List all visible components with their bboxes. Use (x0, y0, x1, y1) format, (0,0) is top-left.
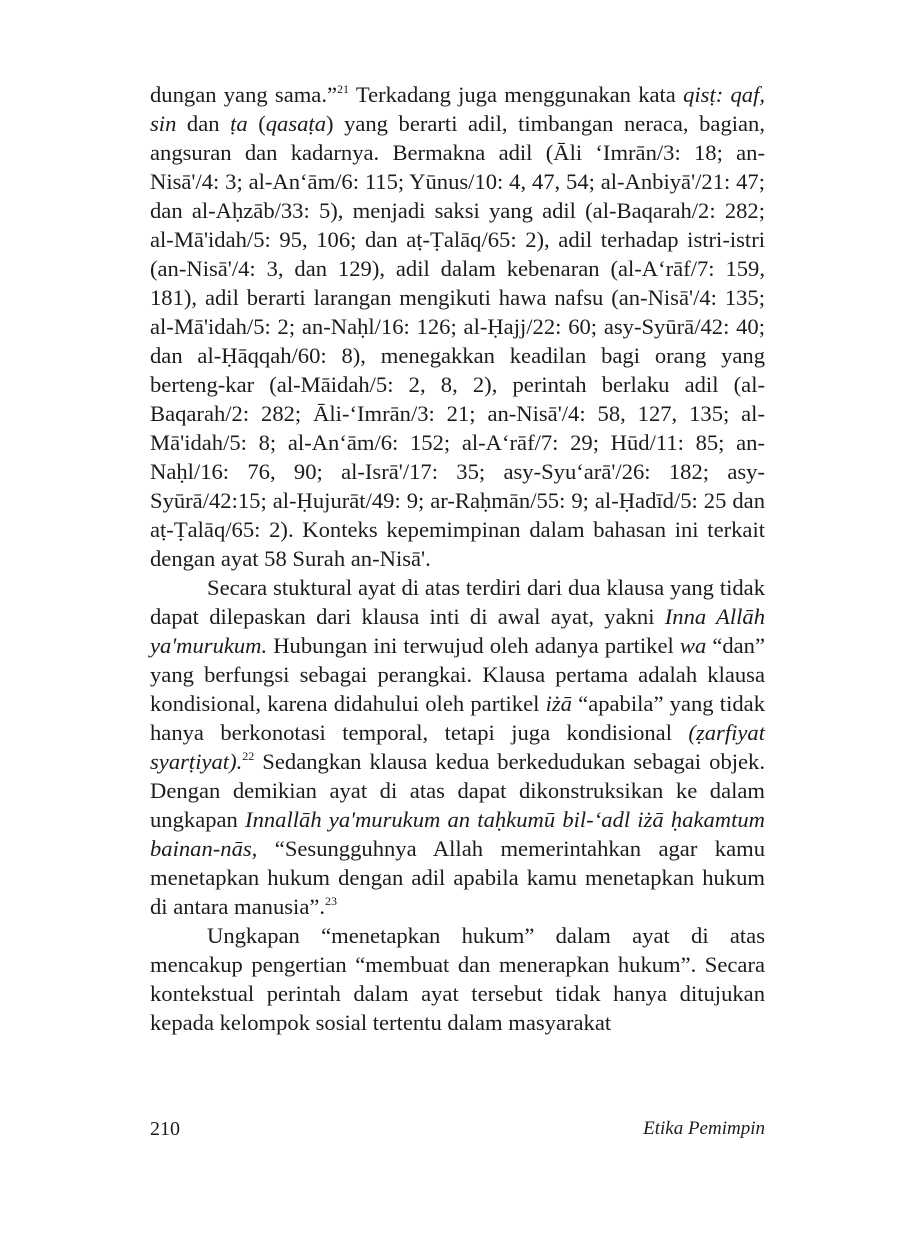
text-run: ) yang berarti adil, timbangan neraca, bagian, angsuran dan kadarnya. Bermakna adil (Āli ‘Imrān/3: 18; an-Nisā'/4: 3; al-An‘ām/6: 115; Yūnus/10: 4, 47, 54; al-Anbiyā'/21: 47; dan al-Aḥzāb/33: 5), menjadi saksi yang adil (al-Baqarah/2: 282; al-Mā'idah/5: 95, 106; dan aṭ-Ṭalāq/65: 2), adil terhadap istri-istri (an-Nisā'/4: 3, dan 129), adil dalam kebenaran (al-A‘rāf/7: 159, 181), adil berarti larangan mengikuti hawa nafsu (an-Nisā'/4: 135; al-Mā'idah/5: 2; an-Naḥl/16: 126; al-Ḥajj/22: 60; asy-Syūrā/42: 40; dan al-Ḥāqqah/60: 8), menegakkan keadilan bagi orang yang berteng-kar (al-Māidah/5: 2, 8, 2), perintah berlaku adil (al-Baqarah/2: 282; Āli-‘Imrān/3: 21; an-Nisā'/4: 58, 127, 135; al-Mā'idah/5: 8; al-An‘ām/6: 152; al-A‘rāf/7: 29; Hūd/11: 85; an-Naḥl/16: 76, 90; al-Isrā'/17: 35; asy-Syu‘arā'/26: 182; asy-Syūrā/42:15; al-Ḥujurāt/49: 9; ar-Raḥmān/55: 9; al-Ḥadīd/5: 25 dan aṭ-Ṭalāq/65: 2). Konteks kepemimpinan dalam bahasan ini terkait dengan ayat 58 Surah an-Nisā'. (150, 111, 765, 571)
text-run: dungan yang sama.” (150, 82, 338, 107)
text-run: Secara stuktural ayat di atas terdiri dari dua klausa yang tidak dapat dilepaskan dari klausa inti di awal ayat, yakni (150, 575, 765, 629)
italic-term: Inna Allāh ya'murukum. (150, 604, 766, 658)
footnote-ref-21: 21 (337, 82, 350, 96)
text-run: Hubungan ini terwujud oleh adanya partikel (267, 633, 680, 658)
italic-term: iżā (545, 691, 572, 716)
text-run: “apabila” yang tidak hanya berkonotasi temporal, tetapi juga kondisional (150, 691, 765, 745)
text-run: dan (176, 111, 231, 136)
text-run: “dan” yang berfungsi sebagai perangkai. Klausa pertama adalah klausa kondisional, karena didahului oleh partikel (150, 633, 766, 716)
italic-term: qisṭ: qaf, sin (150, 82, 766, 136)
italic-term: (ẓarfiyat syarṭiyat). (150, 720, 765, 774)
running-title: Etika Pemimpin (643, 1118, 765, 1139)
italic-term: qasaṭa (265, 111, 326, 136)
page-number: 210 (150, 1118, 180, 1140)
paragraph-3: Ungkapan “menetapkan hukum” dalam ayat di atas mencakup pengertian “membuat dan menerapkan hukum”. Secara kontekstual perintah dalam ayat tersebut tidak hanya ditujukan kepada kelompok sosial tertentu dalam masyarakat (150, 923, 765, 1035)
page-footer (150, 1118, 765, 1146)
text-run: “Sesungguhnya Allah memerintahkan agar kamu menetapkan hukum dengan adil apabila kamu menetapkan hukum di antara manusia”. (150, 836, 765, 919)
footnote-ref-22: 22 (242, 749, 255, 763)
italic-term: wa (679, 633, 707, 658)
text-run: Terkadang juga menggunakan kata (349, 82, 684, 107)
text-run: Sedangkan klausa kedua berkedudukan sebagai objek. Dengan demikian ayat di atas dapat dikonstruksikan ke dalam ungkapan (150, 749, 765, 832)
footnote-ref-23: 23 (325, 894, 338, 908)
italic-term: ṭa (230, 111, 248, 136)
paragraph-2 (150, 573, 765, 921)
italic-term: Innallāh ya'murukum an taḥkumū bil-‘adl iżā ḥakamtum bainan-nās, (150, 807, 765, 861)
page-body (150, 80, 765, 1037)
paragraph-1 (150, 80, 765, 573)
text-run: ( (247, 111, 266, 136)
